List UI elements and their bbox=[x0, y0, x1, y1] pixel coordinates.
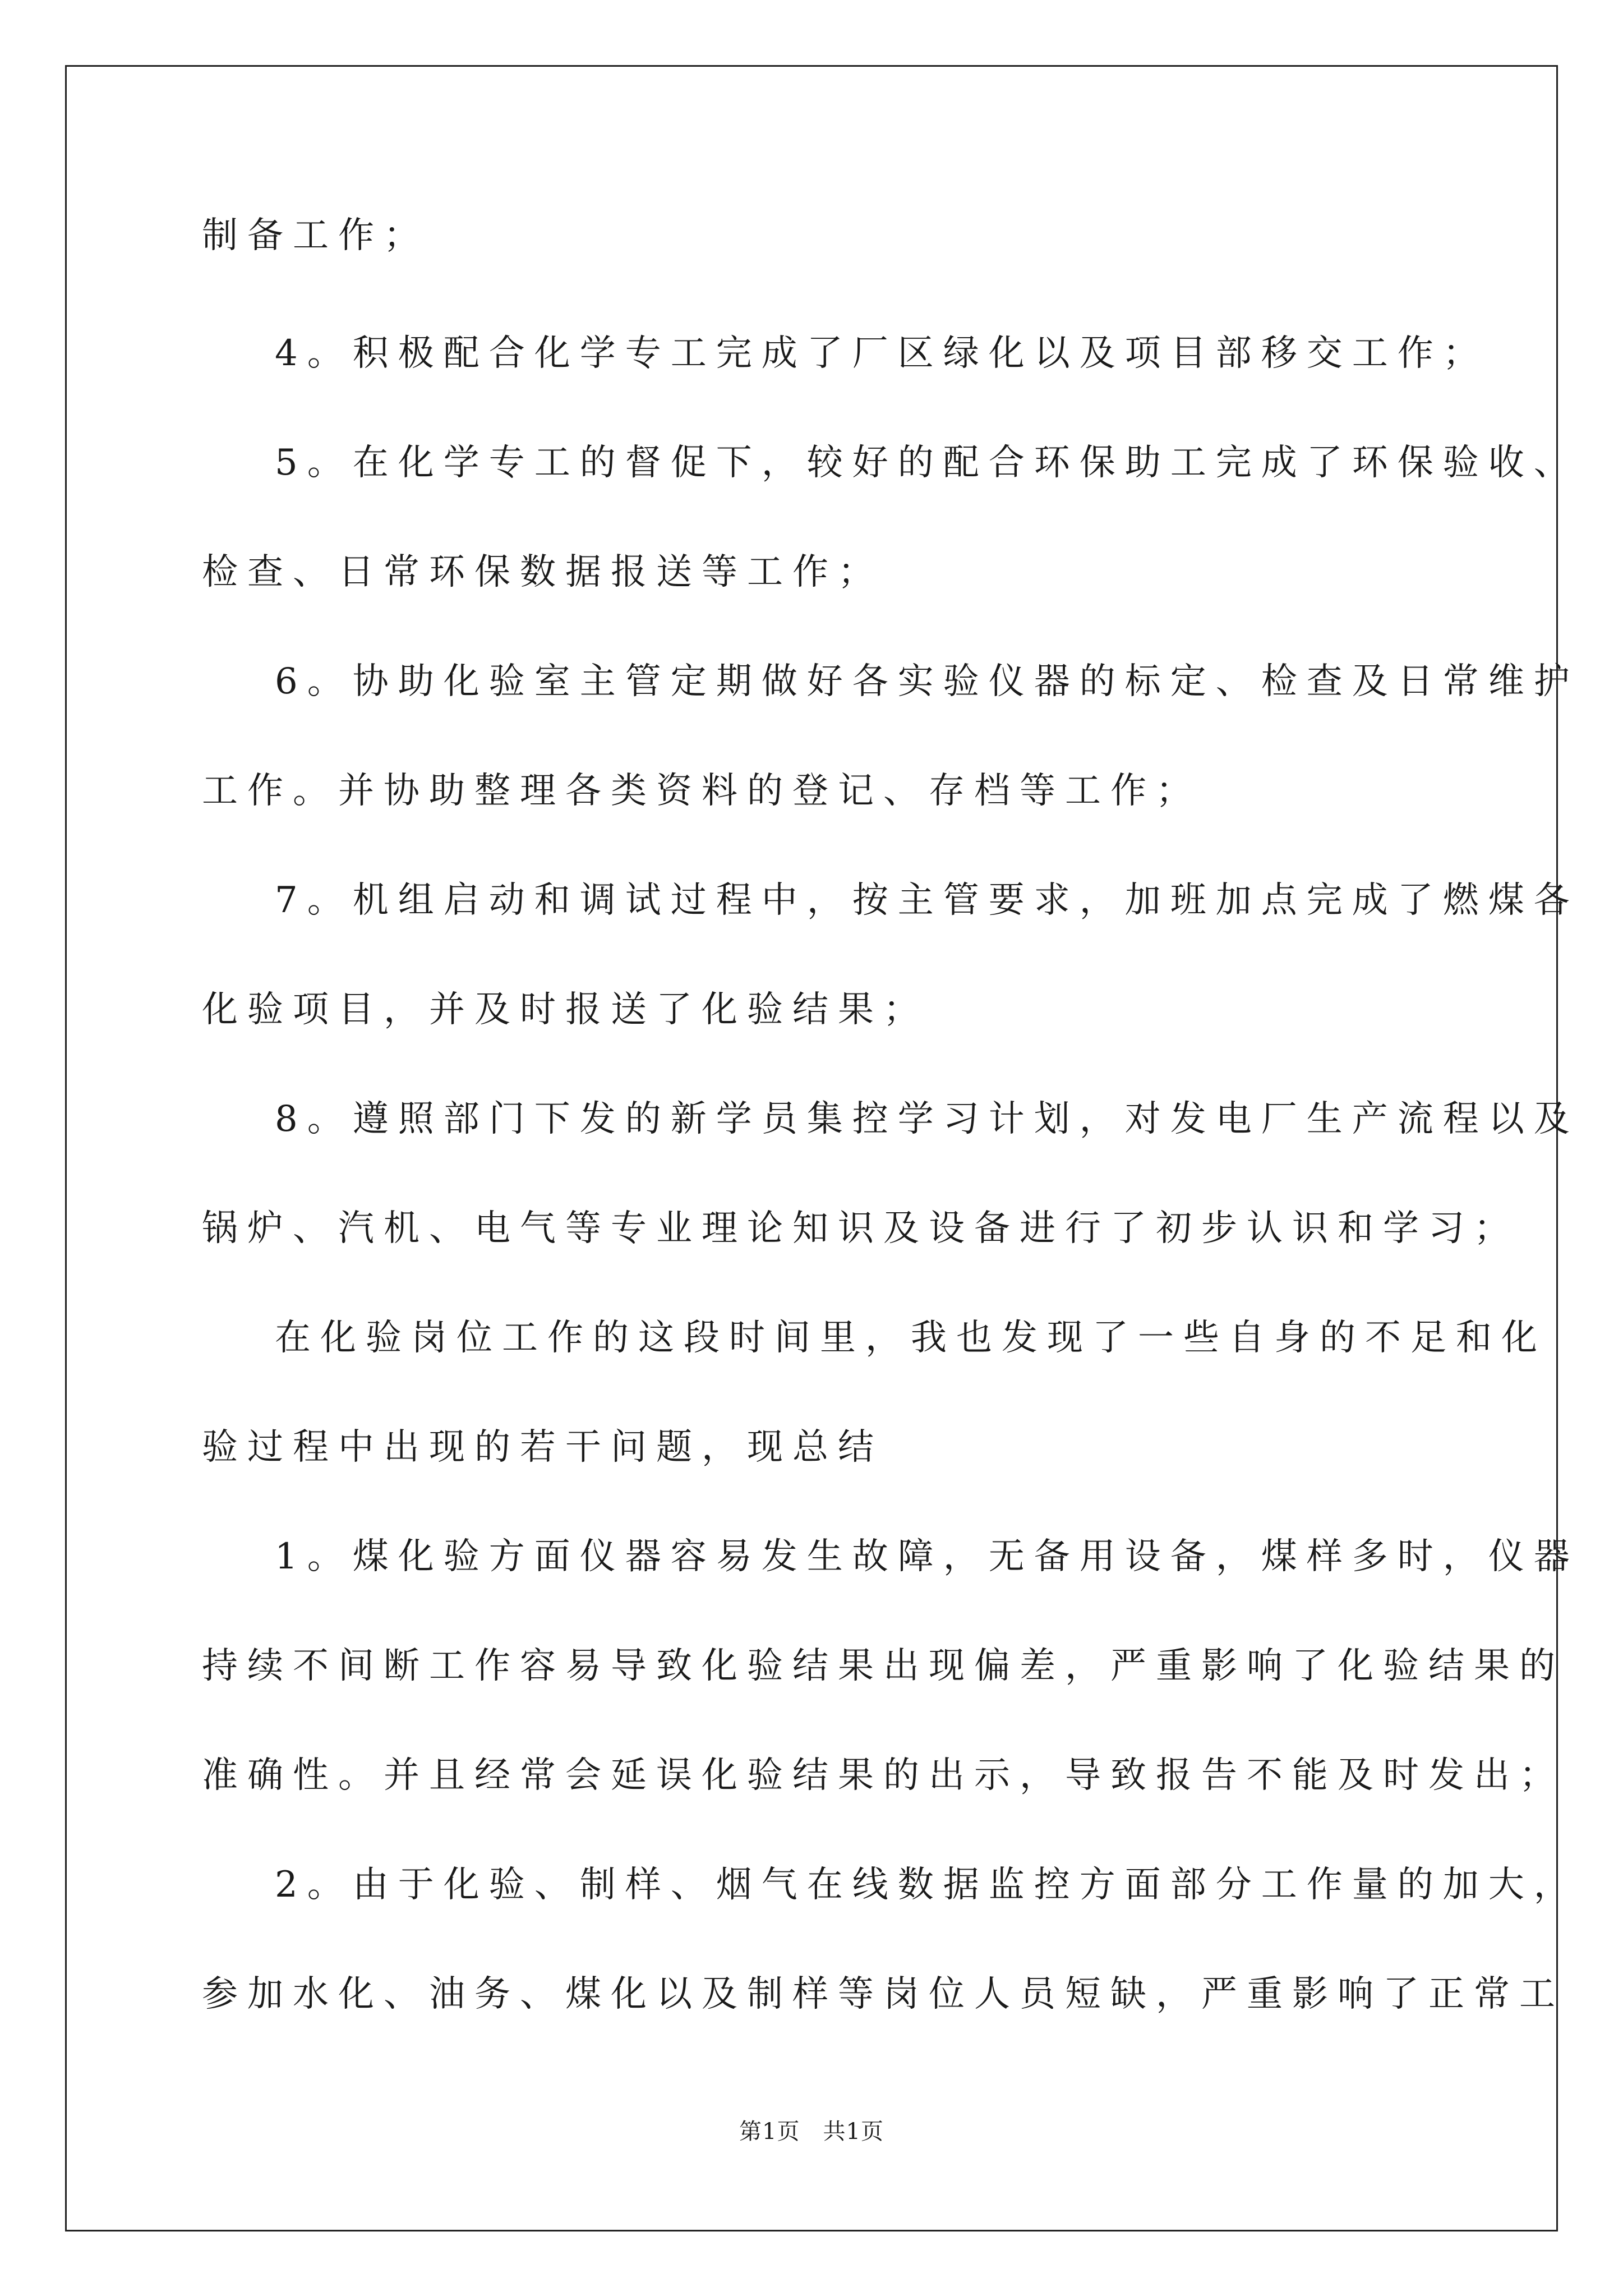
text-line: 锅炉、汽机、电气等专业理论知识及设备进行了初步认识和学习； bbox=[202, 1208, 1519, 1249]
text-line: 5。在化学专工的督促下，较好的配合环保助工完成了环保验收、 bbox=[275, 442, 1579, 484]
text-line: 6。协助化验室主管定期做好各实验仪器的标定、检查及日常维护 bbox=[275, 661, 1579, 702]
text-line: 持续不间断工作容易导致化验结果出现偏差，严重影响了化验结果的 bbox=[202, 1645, 1565, 1687]
text-line: 验过程中出现的若干问题，现总结 bbox=[202, 1427, 883, 1468]
text-line: 1。煤化验方面仪器容易发生故障，无备用设备，煤样多时，仪器 bbox=[275, 1536, 1579, 1577]
text-line: 检查、日常环保数据报送等工作； bbox=[202, 551, 883, 593]
text-line: 化验项目，并及时报送了化验结果； bbox=[202, 989, 929, 1030]
text-line: 2。由于化验、制样、烟气在线数据监控方面部分工作量的加大， bbox=[275, 1864, 1579, 1906]
text-line: 4。积极配合化学专工完成了厂区绿化以及项目部移交工作； bbox=[275, 333, 1488, 374]
text-line: 7。机组启动和调试过程中，按主管要求，加班加点完成了燃煤各 bbox=[275, 880, 1579, 921]
page-footer: 第1页 共1页 bbox=[739, 2119, 884, 2145]
text-line: 参加水化、油务、煤化以及制样等岗位人员短缺，严重影响了正常工 bbox=[202, 1973, 1565, 2015]
text-line: 制备工作； bbox=[202, 215, 429, 256]
text-line: 8。遵照部门下发的新学员集控学习计划，对发电厂生产流程以及 bbox=[275, 1098, 1579, 1140]
text-line: 工作。并协助整理各类资料的登记、存档等工作； bbox=[202, 770, 1201, 812]
text-line: 准确性。并且经常会延误化验结果的出示，导致报告不能及时发出； bbox=[202, 1755, 1565, 1796]
text-line: 在化验岗位工作的这段时间里，我也发现了一些自身的不足和化 bbox=[275, 1317, 1547, 1359]
